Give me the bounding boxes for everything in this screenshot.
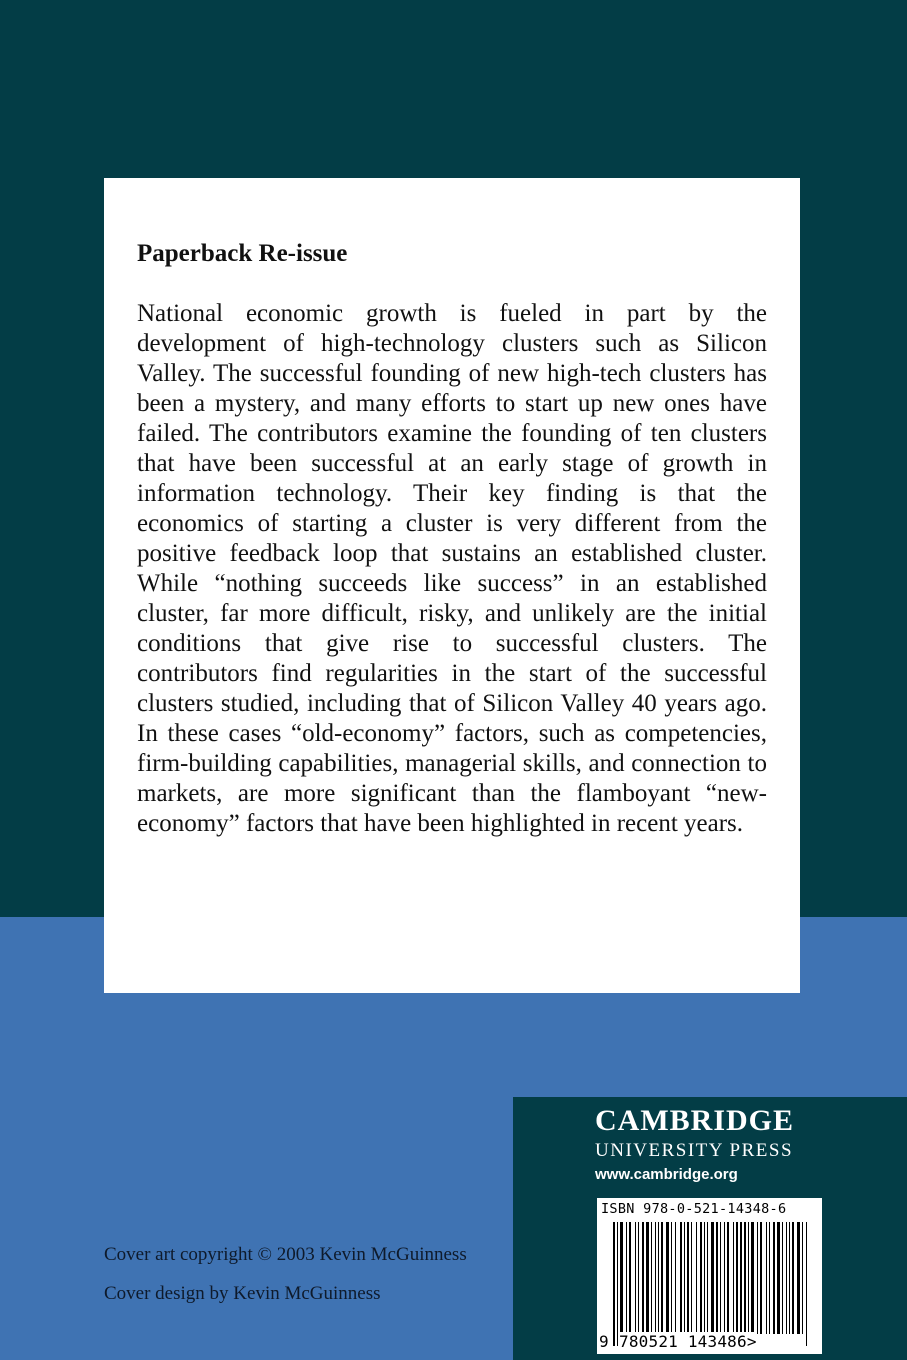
barcode-bar — [638, 1222, 639, 1334]
credits — [104, 1240, 467, 1318]
barcode-bar — [724, 1222, 725, 1334]
blurb-text: National economic growth is fueled in part by the development of high-technology clusters such as Silicon Valley. The successful founding of new high-tech clusters has been a mystery, and many efforts to start up new ones have failed. The contributors examine the founding of ten clusters that have been successful at an early stage of growth in information technology. Their key finding is that the economics of starting a cluster is very different from the positive feedback loop that sustains an established cluster. While “nothing succeeds like success” in an established cluster, far more difficult, risky, and unlikely are the initial conditions that give rise to successful clusters. The contributors find regularities in the start of the successful clusters studied, including that of Silicon Valley 40 years ago. In these cases “old-economy” factors, such as competencies, firm-building capabilities, managerial skills, and connection to markets, are more significant than the flamboyant “new-economy” factors that have been highlighted in recent years. — [137, 300, 767, 837]
barcode-bar — [806, 1222, 807, 1346]
barcode-bar — [769, 1222, 770, 1334]
isbn-barcode — [597, 1198, 822, 1354]
barcode-bar — [696, 1222, 697, 1334]
publisher-subname: UNIVERSITY PRESS — [595, 1140, 794, 1161]
barcode-bar — [691, 1222, 692, 1334]
barcode-bar — [626, 1222, 627, 1334]
publisher-url: www.cambridge.org — [595, 1166, 738, 1183]
barcode-bar — [782, 1222, 783, 1334]
barcode-bar — [736, 1222, 738, 1334]
barcode-bar — [620, 1222, 623, 1334]
barcode-bar — [789, 1222, 790, 1334]
barcode-bar — [797, 1222, 800, 1334]
barcode-bar — [671, 1222, 672, 1346]
barcode-bar — [675, 1222, 676, 1346]
cover-design-credit: Cover design by Kevin McGuinness — [104, 1283, 381, 1304]
barcode-bar — [617, 1222, 618, 1346]
barcode-bar — [744, 1222, 746, 1334]
isbn-label: ISBN 978-0-521-14348-6 — [601, 1201, 787, 1217]
barcode-bar — [642, 1222, 644, 1334]
barcode-bar — [629, 1222, 631, 1334]
ean-arrow: > — [746, 1332, 757, 1351]
barcode-bars — [597, 1198, 822, 1354]
barcode-bar — [684, 1222, 685, 1334]
barcode-bar — [733, 1222, 734, 1334]
barcode-bar — [655, 1222, 656, 1334]
barcode-bar — [760, 1222, 762, 1334]
barcode-bar — [704, 1222, 705, 1334]
ean-remaining-digits: 780521 143486> — [619, 1332, 757, 1351]
blurb-panel — [104, 178, 800, 993]
barcode-bar — [802, 1222, 803, 1334]
barcode-bar — [786, 1222, 787, 1334]
blurb-heading: Paperback Re-issue — [137, 240, 348, 267]
barcode-bar — [727, 1222, 729, 1334]
barcode-bar — [707, 1222, 708, 1334]
barcode-bar — [792, 1222, 794, 1334]
ean-digits — [597, 1332, 822, 1354]
barcode-bar — [646, 1222, 649, 1334]
barcode-bar — [757, 1222, 758, 1334]
barcode-bar — [740, 1222, 742, 1334]
barcode-bar — [661, 1222, 663, 1334]
ean-first-digit: 9 — [599, 1332, 609, 1351]
barcode-bar — [777, 1222, 780, 1334]
barcode-bar — [658, 1222, 659, 1334]
barcode-bar — [680, 1222, 682, 1334]
barcode-bar — [687, 1222, 689, 1334]
barcode-bar — [700, 1222, 702, 1334]
barcode-bar — [613, 1222, 615, 1346]
barcode-bar — [635, 1222, 636, 1334]
publisher-name: CAMBRIDGE — [595, 1104, 795, 1137]
barcode-bar — [666, 1222, 669, 1334]
barcode-bar — [773, 1222, 775, 1334]
barcode-bar — [711, 1222, 714, 1334]
cover-art-credit: Cover art copyright © 2003 Kevin McGuinness — [104, 1244, 467, 1265]
barcode-bar — [751, 1222, 754, 1334]
publisher-panel — [513, 1097, 907, 1360]
barcode-bar — [716, 1222, 718, 1334]
barcode-bar — [766, 1222, 767, 1334]
barcode-bar — [720, 1222, 721, 1334]
barcode-bar — [651, 1222, 652, 1334]
barcode-bar — [748, 1222, 749, 1334]
